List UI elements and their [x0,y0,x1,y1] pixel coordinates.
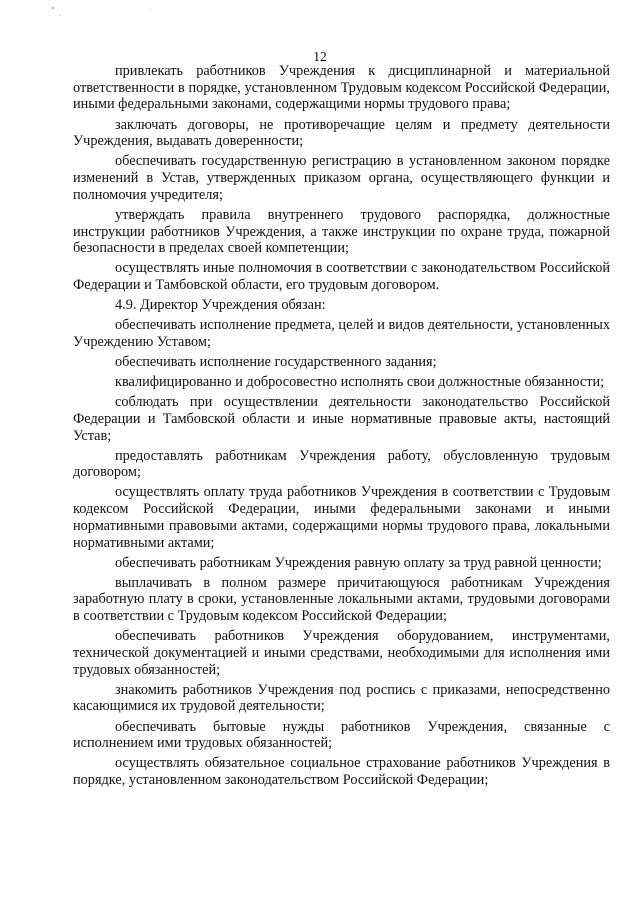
document-body [73,63,610,792]
scan-speck [60,15,61,16]
paragraph: обеспечивать работникам Учреждения равную оплату за труд равной ценности; [115,554,602,571]
scan-speck [150,9,151,10]
paragraph: обеспечивать работников Учреждения оборудованием, инструментами, технической документацией и иными средствами, необходимыми для исполнения ими трудовых обязанностей; [73,628,610,678]
paragraph: обеспечивать бытовые нужды работников Учреждения, связанные с исполнением ими трудовых обязанностей; [73,718,610,752]
page-number: 12 [313,49,327,64]
paragraph: соблюдать при осуществлении деятельности законодательство Российской Федерации и Тамбовской области и иные нормативные правовые акты, настоящий Устав; [73,394,610,444]
paragraph: привлекать работников Учреждения к дисциплинарной и материальной ответственности в порядке, установленном Трудовым кодексом Российской Федерации, иными федеральными законами, содержащими нормы трудового права; [73,63,610,113]
scan-speck [52,7,54,9]
paragraph: утверждать правила внутреннего трудового распорядка, должностные инструкции работников Учреждения, а также инструкции по охране труда, пожарной безопасности в пределах своей компетенции; [73,206,610,257]
paragraph: предоставлять работникам Учреждения работу, обусловленную трудовым договором; [73,447,610,481]
paragraph: обеспечивать государственную регистрацию в установленном законом порядке изменений в Устав, утвержденных приказом органа, осуществляющего функции и полномочия учредителя; [73,153,610,203]
paragraph: обеспечивать исполнение государственного задания; [115,353,437,370]
paragraph: осуществлять иные полномочия в соответствии с законодательством Российской Федерации и Тамбовской области, его трудовым договором. [73,260,610,293]
paragraph: выплачивать в полном размере причитающуюся работникам Учреждения заработную плату в сроки, установленные локальными актами, трудовыми договорами в соответствии с Трудовым кодексом Российской Федерации; [73,574,610,625]
paragraph: знакомить работников Учреждения под роспись с приказами, непосредственно касающимися их трудовой деятельности; [73,681,610,715]
paragraph: квалифицированно и добросовестно исполнять свои должностные обязанности; [115,374,605,391]
paragraph: обеспечивать исполнение предмета, целей и видов деятельности, установленных Учреждению Уставом; [73,317,610,350]
paragraph: осуществлять оплату труда работников Учреждения в соответствии с Трудовым кодексом Российской Федерации, иными федеральными законами и иными нормативными правовыми актами, содержащими нормы трудового права, локальными нормативными актами; [73,484,610,551]
paragraph: заключать договоры, не противоречащие целям и предмету деятельности Учреждения, выдавать доверенности; [73,116,610,150]
section-heading: 4.9. Директор Учреждения обязан: [115,297,326,314]
paragraph: осуществлять обязательное социальное страхование работников Учреждения в порядке, установленном законодательством Российской Федерации; [73,755,610,789]
